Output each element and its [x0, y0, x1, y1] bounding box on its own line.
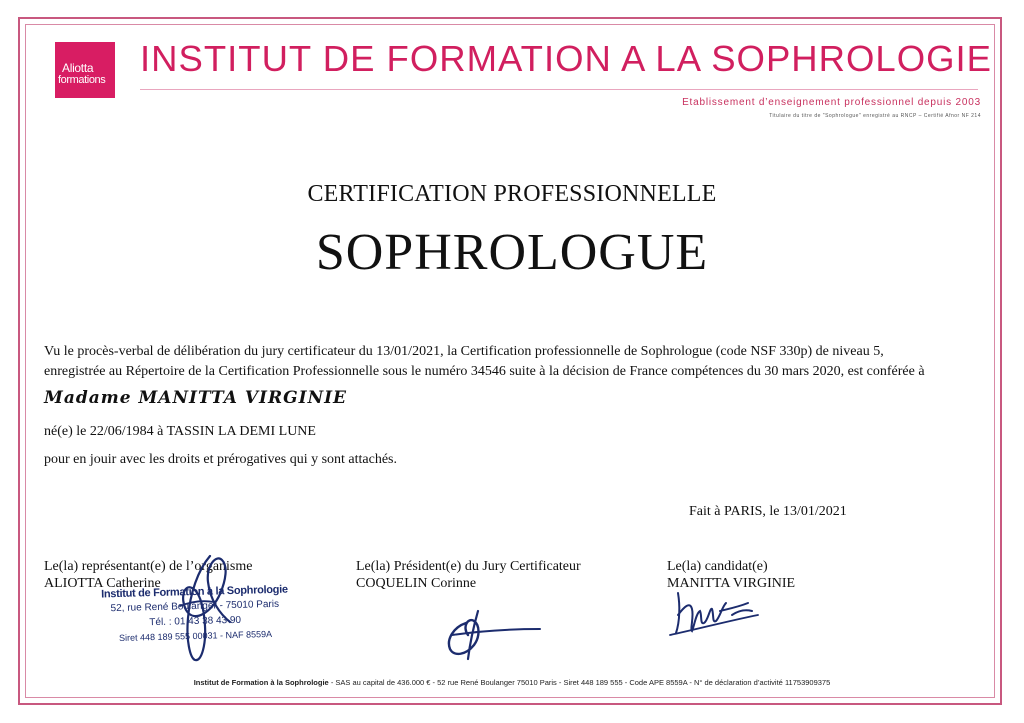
certification-note: Titulaire du titre de "Sophrologue" enregistré au RNCP – Certifié Afnor NF 214	[769, 113, 981, 119]
certificate-label: CERTIFICATION PROFESSIONNELLE	[307, 181, 717, 207]
birth-info: né(e) le 22/06/1984 à TASSIN LA DEMI LUNE	[44, 424, 316, 439]
stamp-line-4: Siret 448 189 555 00031 - NAF 8559A	[118, 628, 273, 643]
jury-role: Le(la) Président(e) du Jury Certificateur	[356, 559, 581, 574]
organisation-signature	[150, 548, 260, 668]
header-divider	[140, 89, 978, 90]
logo-line-2: formations	[58, 74, 106, 86]
stamp-line-3: Tél. : 01 43 38 43 90	[149, 614, 242, 629]
stamp-line-2: 52, rue René Boulanger - 75010 Paris	[110, 598, 280, 615]
org-name: ALIOTTA Catherine	[44, 576, 161, 591]
candidate-role: Le(la) candidat(e)	[667, 559, 768, 574]
paragraph-line-2: enregistrée au Répertoire de la Certification Professionnelle sous le numéro 34546 suite à la décision de France compétences du 30 mars 2020, est conférée à	[44, 364, 925, 379]
footer-details: - SAS au capital de 436.000 € - 52 rue René Boulanger 75010 Paris - Siret 448 189 555 - Code APE 8559A - N° de déclaration d’activité 11753909375	[328, 678, 831, 687]
logo-line-1: Aliotta	[62, 61, 94, 75]
institute-title: INSTITUT DE FORMATION A LA SOPHROLOGIE	[140, 38, 992, 79]
certificate-title: SOPHROLOGUE	[315, 224, 709, 281]
place-date: Fait à PARIS, le 13/01/2021	[689, 504, 847, 519]
signatory-jury	[356, 558, 581, 592]
footer-company: Institut de Formation à la Sophrologie	[193, 678, 329, 687]
deliberation-paragraph	[44, 342, 974, 382]
jury-name: COQUELIN Corinne	[356, 576, 477, 591]
institute-subtitle: Etablissement d’enseignement professionnel depuis 2003	[682, 97, 981, 108]
aliotta-logo	[55, 42, 115, 98]
recipient-name: Madame MANITTA VIRGINIE	[44, 388, 348, 408]
candidate-name: MANITTA VIRGINIE	[667, 576, 796, 591]
footer-legal	[0, 678, 1024, 687]
org-role: Le(la) représentant(e) de l’organisme	[44, 559, 253, 574]
paragraph-line-1: Vu le procès-verbal de délibération du jury certificateur du 13/01/2021, la Certification professionnelle de Sophrologue (code NSF 330p) de niveau 5,	[44, 344, 884, 359]
rights-statement: pour en jouir avec les droits et prérogatives qui y sont attachés.	[44, 452, 398, 467]
jury-signature	[440, 603, 550, 663]
candidate-signature	[668, 585, 763, 640]
stamp-line-1: Institut de Formation à la Sophrologie	[100, 583, 288, 601]
